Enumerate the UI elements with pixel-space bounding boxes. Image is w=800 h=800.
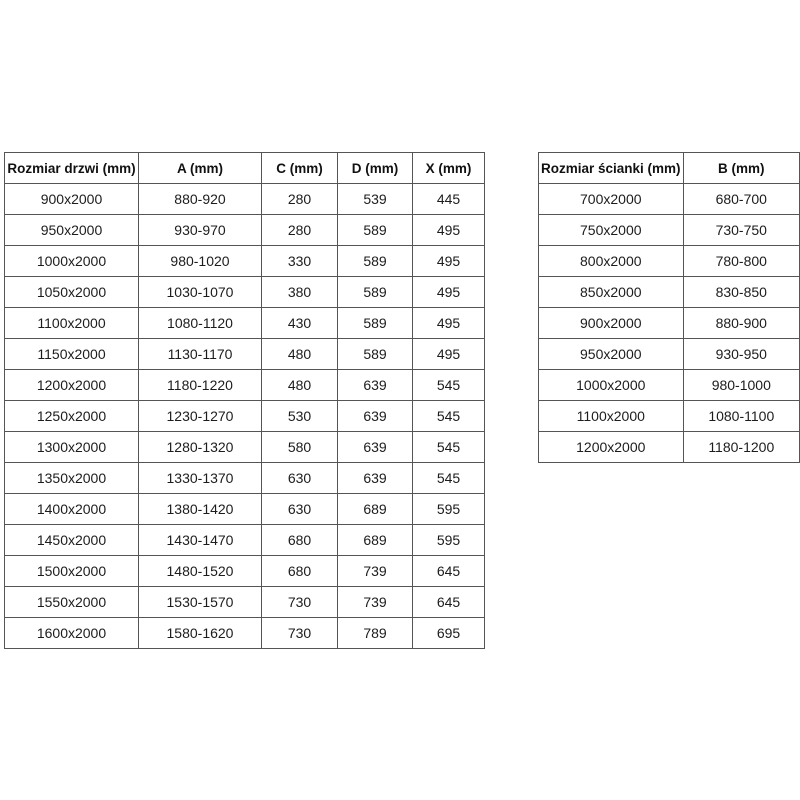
cell: 1480-1520	[139, 556, 262, 587]
cell: 495	[413, 215, 485, 246]
table-row	[5, 401, 485, 432]
cell: 380	[262, 277, 338, 308]
table-row	[539, 401, 800, 432]
cell: 1230-1270	[139, 401, 262, 432]
cell: 1530-1570	[139, 587, 262, 618]
table-row	[539, 246, 800, 277]
wall-size-table	[538, 152, 800, 463]
table-row	[5, 587, 485, 618]
door-table-header-row	[5, 153, 485, 184]
cell: 900x2000	[5, 184, 139, 215]
cell: 980-1000	[683, 370, 799, 401]
table-row	[539, 308, 800, 339]
cell: 950x2000	[5, 215, 139, 246]
table-row	[5, 184, 485, 215]
cell: 1100x2000	[5, 308, 139, 339]
cell: 1180-1200	[683, 432, 799, 463]
table-row	[5, 246, 485, 277]
cell: 595	[413, 494, 485, 525]
cell: 545	[413, 432, 485, 463]
cell: 1580-1620	[139, 618, 262, 649]
table-row	[539, 370, 800, 401]
table-row	[539, 215, 800, 246]
door-size-table	[4, 152, 485, 649]
cell: 1250x2000	[5, 401, 139, 432]
cell: 539	[338, 184, 413, 215]
table-row	[5, 215, 485, 246]
cell: 545	[413, 463, 485, 494]
cell: 1200x2000	[5, 370, 139, 401]
cell: 680	[262, 556, 338, 587]
cell: 495	[413, 246, 485, 277]
table-row	[5, 618, 485, 649]
cell: 1000x2000	[539, 370, 684, 401]
table-row	[539, 184, 800, 215]
cell: 730	[262, 618, 338, 649]
cell: 780-800	[683, 246, 799, 277]
table-row	[539, 277, 800, 308]
cell: 1080-1100	[683, 401, 799, 432]
cell: 1200x2000	[539, 432, 684, 463]
cell: 1080-1120	[139, 308, 262, 339]
cell: 495	[413, 339, 485, 370]
door-size-table-container	[4, 152, 485, 649]
cell: 495	[413, 277, 485, 308]
cell: 589	[338, 215, 413, 246]
cell: 645	[413, 556, 485, 587]
cell: 589	[338, 308, 413, 339]
cell: 1450x2000	[5, 525, 139, 556]
cell: 880-920	[139, 184, 262, 215]
cell: 630	[262, 494, 338, 525]
cell: 580	[262, 432, 338, 463]
table-row	[5, 277, 485, 308]
cell: 750x2000	[539, 215, 684, 246]
cell: 730	[262, 587, 338, 618]
cell: 645	[413, 587, 485, 618]
cell: 545	[413, 370, 485, 401]
cell: 900x2000	[539, 308, 684, 339]
cell: 530	[262, 401, 338, 432]
cell: 1100x2000	[539, 401, 684, 432]
table-row	[5, 339, 485, 370]
cell: 730-750	[683, 215, 799, 246]
cell: 1130-1170	[139, 339, 262, 370]
cell: 1030-1070	[139, 277, 262, 308]
wall-size-table-container	[538, 152, 800, 463]
cell: 1330-1370	[139, 463, 262, 494]
cell: 639	[338, 401, 413, 432]
cell: 850x2000	[539, 277, 684, 308]
cell: 1350x2000	[5, 463, 139, 494]
cell: 630	[262, 463, 338, 494]
cell: 680	[262, 525, 338, 556]
cell: 1150x2000	[5, 339, 139, 370]
table-row	[539, 339, 800, 370]
table-row	[5, 308, 485, 339]
cell: 880-900	[683, 308, 799, 339]
cell: 1300x2000	[5, 432, 139, 463]
cell: 1600x2000	[5, 618, 139, 649]
cell: 480	[262, 339, 338, 370]
cell: 1380-1420	[139, 494, 262, 525]
cell: 280	[262, 215, 338, 246]
cell: 700x2000	[539, 184, 684, 215]
cell: 1430-1470	[139, 525, 262, 556]
table-row	[539, 432, 800, 463]
wall-table-header-row	[539, 153, 800, 184]
cell: 1500x2000	[5, 556, 139, 587]
cell: 595	[413, 525, 485, 556]
cell: 639	[338, 370, 413, 401]
table-row	[5, 556, 485, 587]
cell: 930-970	[139, 215, 262, 246]
cell: 930-950	[683, 339, 799, 370]
cell: 589	[338, 277, 413, 308]
table-row	[5, 525, 485, 556]
cell: 689	[338, 525, 413, 556]
cell: 280	[262, 184, 338, 215]
cell: 1180-1220	[139, 370, 262, 401]
cell: 495	[413, 308, 485, 339]
cell: 1400x2000	[5, 494, 139, 525]
cell: 430	[262, 308, 338, 339]
table-row	[5, 432, 485, 463]
cell: 330	[262, 246, 338, 277]
column-header: D (mm)	[338, 153, 413, 184]
cell: 739	[338, 587, 413, 618]
cell: 1280-1320	[139, 432, 262, 463]
cell: 830-850	[683, 277, 799, 308]
table-row	[5, 370, 485, 401]
table-row	[5, 494, 485, 525]
cell: 639	[338, 463, 413, 494]
cell: 689	[338, 494, 413, 525]
cell: 1550x2000	[5, 587, 139, 618]
cell: 950x2000	[539, 339, 684, 370]
cell: 739	[338, 556, 413, 587]
cell: 589	[338, 339, 413, 370]
cell: 1050x2000	[5, 277, 139, 308]
cell: 680-700	[683, 184, 799, 215]
cell: 480	[262, 370, 338, 401]
cell: 639	[338, 432, 413, 463]
column-header: C (mm)	[262, 153, 338, 184]
column-header: A (mm)	[139, 153, 262, 184]
cell: 695	[413, 618, 485, 649]
column-header: Rozmiar ścianki (mm)	[539, 153, 684, 184]
cell: 445	[413, 184, 485, 215]
column-header: B (mm)	[683, 153, 799, 184]
cell: 789	[338, 618, 413, 649]
cell: 980-1020	[139, 246, 262, 277]
cell: 800x2000	[539, 246, 684, 277]
cell: 589	[338, 246, 413, 277]
column-header: X (mm)	[413, 153, 485, 184]
table-row	[5, 463, 485, 494]
cell: 1000x2000	[5, 246, 139, 277]
cell: 545	[413, 401, 485, 432]
column-header: Rozmiar drzwi (mm)	[5, 153, 139, 184]
